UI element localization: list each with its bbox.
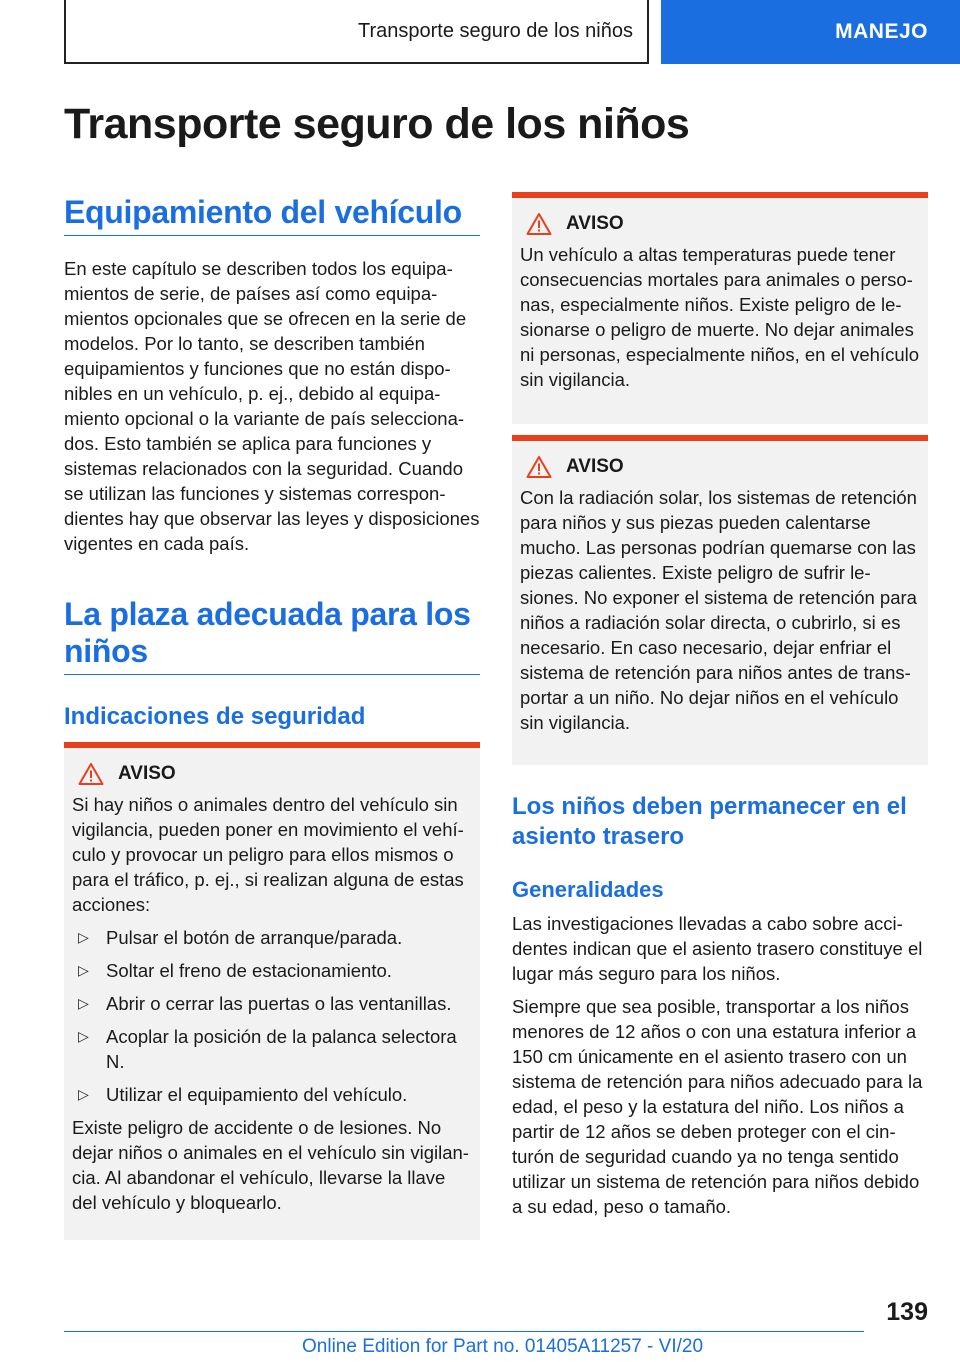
generalidades-heading: Generalidades bbox=[512, 877, 664, 902]
warning-box-sun bbox=[512, 435, 928, 765]
warning-box-safety bbox=[64, 742, 480, 1240]
page-title: Transporte seguro de los niños bbox=[64, 100, 690, 148]
list-item: ▷ Pulsar el botón de arranque/parada. bbox=[78, 927, 403, 948]
warning-header bbox=[526, 455, 920, 479]
warning-header bbox=[526, 212, 920, 236]
footer-divider bbox=[64, 1331, 864, 1332]
warning-sun-text: Con la radiación solar, los sistemas de retención para niños y sus piezas pueden calentarse mucho. Las personas podrían quemarse con las piezas calientes. Existe peligro de sufrir lesiones. No exponer el sistema de retención para niños a radiación solar directa, o cubrirlo, si es necesario. En caso necesario, dejar enfriar el sistema de retención para niños antes de transportar a un niño. No dejar niños en el vehículo sin vigilancia. bbox=[520, 487, 917, 733]
warning-header bbox=[78, 762, 472, 786]
warning-triangle-icon bbox=[526, 455, 552, 479]
warning-label: AVISO bbox=[566, 456, 624, 477]
header-chapter-tab bbox=[661, 0, 960, 64]
page-number: 139 bbox=[886, 1298, 928, 1326]
header-section-title bbox=[64, 0, 649, 64]
warning-label: AVISO bbox=[118, 763, 176, 784]
footer-edition-text: Online Edition for Part no. 01405A11257 - VI/20 bbox=[302, 1336, 704, 1357]
ninos-heading: Los niños deben permanecer en el asiento trasero bbox=[512, 793, 907, 850]
warning-intro: Si hay niños o animales dentro del vehículo sin vigilancia, pueden poner en movimiento el vehículo y provocar un peligro para ellos mismos o para el tráfico, p. ej., si realizan alguna de estas acciones: bbox=[72, 794, 464, 915]
list-item: ▷ Soltar el freno de estacionamiento. bbox=[78, 960, 392, 981]
triangle-bullet-icon: ▷ bbox=[78, 1028, 89, 1044]
warning-triangle-icon bbox=[526, 212, 552, 236]
warning-box-heat bbox=[512, 192, 928, 424]
plaza-heading: La plaza adecuada para los niños bbox=[64, 596, 480, 675]
list-item: ▷ Acoplar la posición de la palanca selectora N. bbox=[78, 1026, 457, 1072]
triangle-bullet-icon: ▷ bbox=[78, 995, 89, 1011]
equip-text: En este capítulo se describen todos los equipamientos de serie, de países así como equipamientos opcionales que se ofrecen en la serie de modelos. Por lo tanto, se describen también equipamientos y funciones que no están disponibles en un vehículo, p. ej., debido al equipamiento opcional o la variante de país seleccionados. Esto también se aplica para funciones y sistemas relacionados con la seguridad. Cuando se utilizan las funciones y sistemas correspondientes hay que observar las leyes y disposiciones vigentes en cada país. bbox=[64, 258, 480, 554]
warning-action-list bbox=[72, 925, 472, 1107]
warning-outro: Existe peligro de accidente o de lesiones. No dejar niños o animales en el vehículo sin vigilancia. Al abandonar el vehículo, llevarse la llave del vehículo y bloquearlo. bbox=[72, 1117, 469, 1213]
list-item: ▷ Abrir o cerrar las puertas o las ventanillas. bbox=[78, 993, 452, 1014]
triangle-bullet-icon: ▷ bbox=[78, 962, 89, 978]
generalidades-paragraph-1: Las investigaciones llevadas a cabo sobre accidentes indican que el asiento trasero constituye el lugar más seguro para los niños. bbox=[512, 913, 923, 984]
warning-label: AVISO bbox=[566, 213, 624, 234]
indicaciones-heading: Indicaciones de seguridad bbox=[64, 703, 366, 730]
warning-heat-text: Un vehículo a altas temperaturas puede tener consecuencias mortales para animales o personas, especialmente niños. Existe peligro de lesionarse o peligro de muerte. No dejar animales ni personas, especialmente niños, en el vehículo sin vigilancia. bbox=[520, 244, 920, 390]
header-section-title-text: Transporte seguro de los niños bbox=[358, 19, 633, 42]
triangle-bullet-icon: ▷ bbox=[78, 929, 89, 945]
equip-heading: Equipamiento del vehículo bbox=[64, 194, 480, 236]
generalidades-paragraph-2: Siempre que sea posible, transportar a los niños menores de 12 años o con una estatura inferior a 150 cm únicamente en el asiento trasero con un sistema de retención para niños adecuado para la edad, el peso y la estatura del niño. Los niños a partir de 12 años se deben proteger con el cinturón de seguridad cuando ya no tenga sentido utilizar un sistema de retención para niños debido a su edad, peso o tamaño. bbox=[512, 996, 923, 1217]
header-chapter-text: MANEJO bbox=[835, 20, 928, 43]
list-item: ▷ Utilizar el equipamiento del vehículo. bbox=[78, 1084, 408, 1105]
warning-triangle-icon bbox=[78, 762, 104, 786]
triangle-bullet-icon: ▷ bbox=[78, 1086, 89, 1102]
